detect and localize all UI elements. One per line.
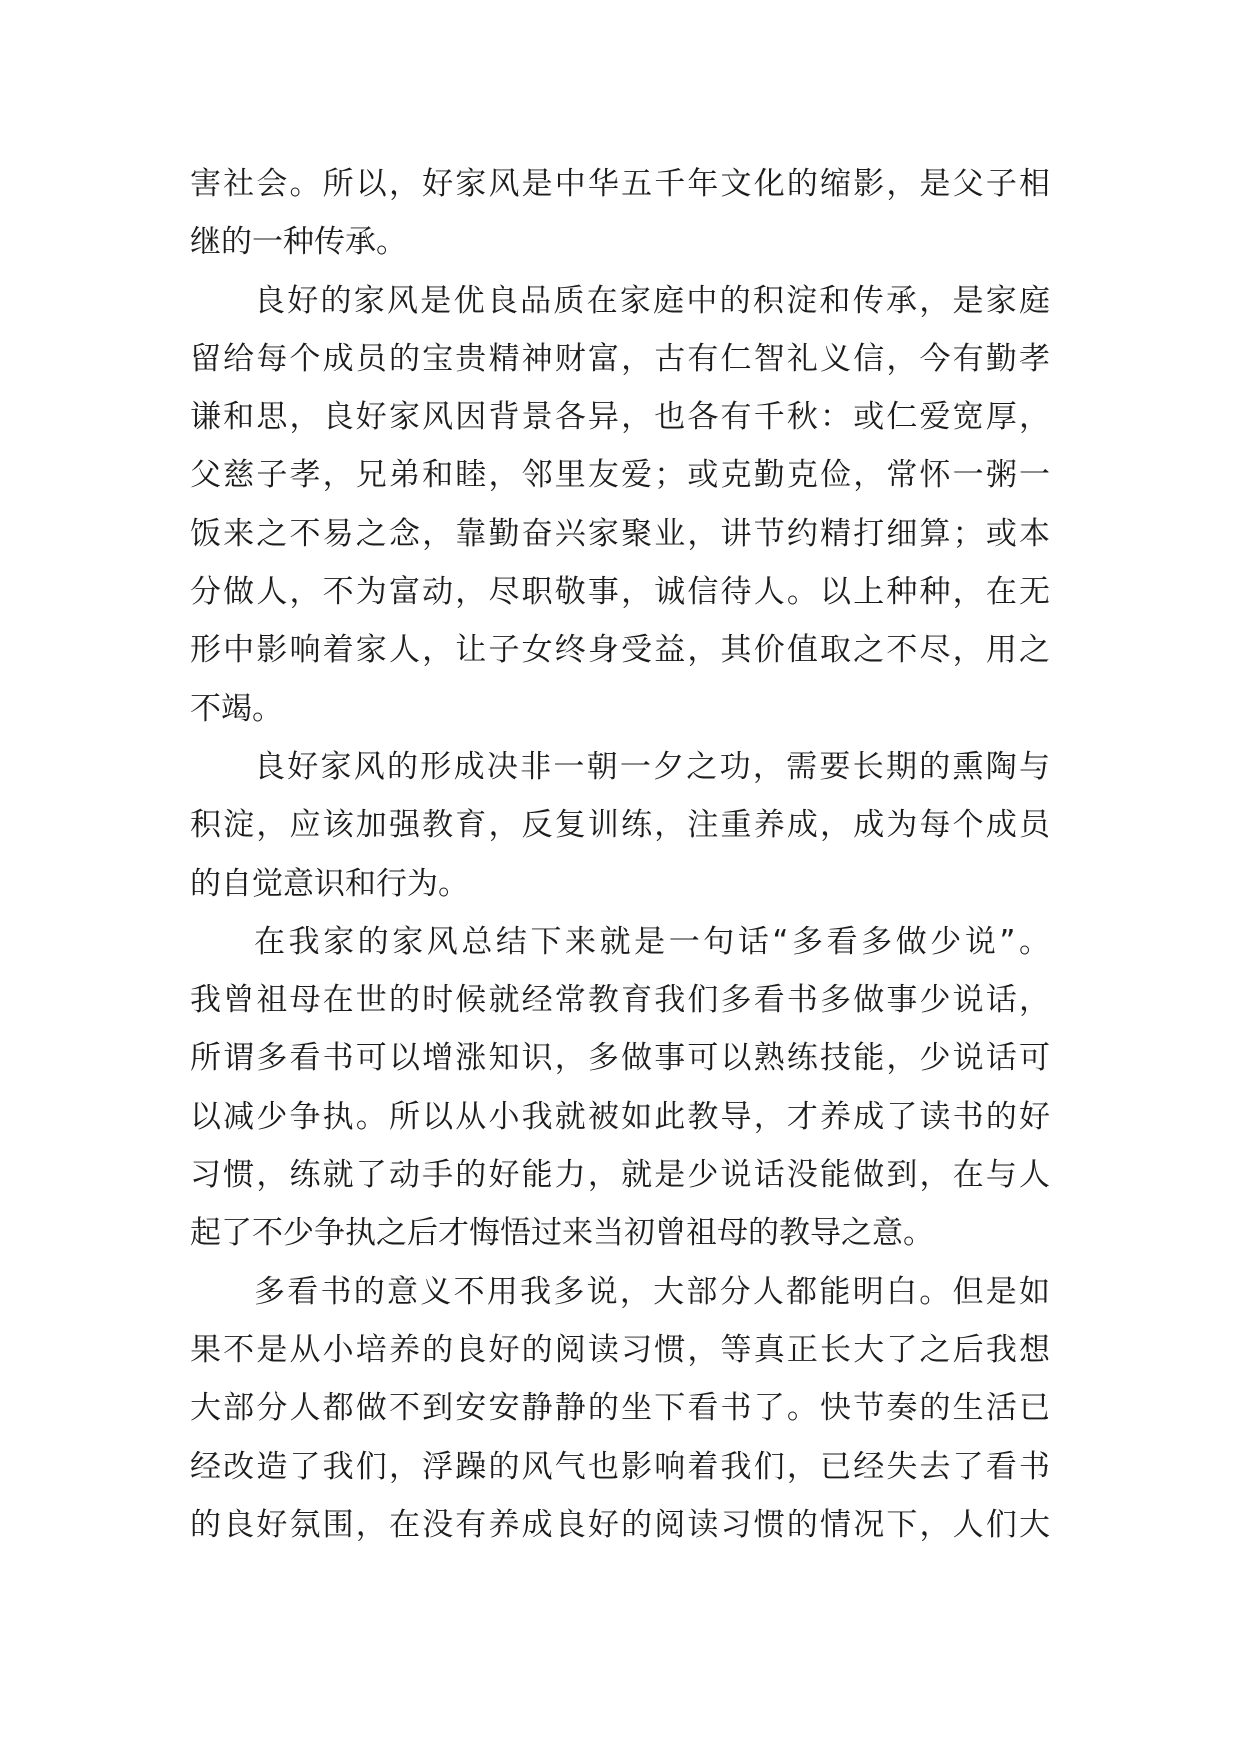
text-line: 起了不少争执之后才悔悟过来当初曾祖母的教导之意。 [190, 1215, 934, 1252]
text-line: 饭来之不易之念，靠勤奋兴家聚业，讲节约精打细算；或本 [190, 515, 1050, 552]
text-line: 的良好氛围，在没有养成良好的阅读习惯的情况下，人们大 [190, 1506, 1050, 1543]
text-line: 以减少争执。所以从小我就被如此教导，才养成了读书的好 [190, 1098, 1050, 1135]
document-body [190, 155, 1050, 1554]
text-line: 良好家风的形成决非一朝一夕之功，需要长期的熏陶与 [254, 748, 1050, 785]
text-line: 经改造了我们，浮躁的风气也影响着我们，已经失去了看书 [190, 1448, 1050, 1485]
text-line: 分做人，不为富动，尽职敬事，诚信待人。以上种种，在无 [190, 574, 1050, 611]
text-line: 的自觉意识和行为。 [190, 865, 469, 902]
text-line: 良好的家风是优良品质在家庭中的积淀和传承，是家庭 [254, 282, 1050, 319]
text-line: 谦和思，良好家风因背景各异，也各有千秋：或仁爱宽厚， [190, 399, 1050, 436]
text-line: 留给每个成员的宝贵精神财富，古有仁智礼义信，今有勤孝 [190, 340, 1050, 377]
text-line: 习惯，练就了动手的好能力，就是少说话没能做到，在与人 [190, 1157, 1050, 1194]
text-line: 父慈子孝，兄弟和睦，邻里友爱；或克勤克俭，常怀一粥一 [190, 457, 1050, 494]
text-line: 不竭。 [190, 690, 283, 727]
text-line: 在我家的家风总结下来就是一句话“多看多做少说”。 [254, 923, 1050, 960]
text-line: 继的一种传承。 [190, 224, 407, 261]
text-line: 大部分人都做不到安安静静的坐下看书了。快节奏的生活已 [190, 1390, 1050, 1427]
text-line: 形中影响着家人，让子女终身受益，其价值取之不尽，用之 [190, 632, 1050, 669]
text-line: 我曾祖母在世的时候就经常教育我们多看书多做事少说话， [190, 982, 1050, 1019]
text-line: 所谓多看书可以增涨知识，多做事可以熟练技能，少说话可 [190, 1040, 1050, 1077]
text-line: 害社会。所以，好家风是中华五千年文化的缩影，是父子相 [190, 166, 1050, 202]
text-line: 多看书的意义不用我多说，大部分人都能明白。但是如 [254, 1273, 1050, 1310]
text-line: 积淀，应该加强教育，反复训练，注重养成，成为每个成员 [190, 807, 1050, 844]
text-line: 果不是从小培养的良好的阅读习惯，等真正长大了之后我想 [190, 1331, 1050, 1368]
